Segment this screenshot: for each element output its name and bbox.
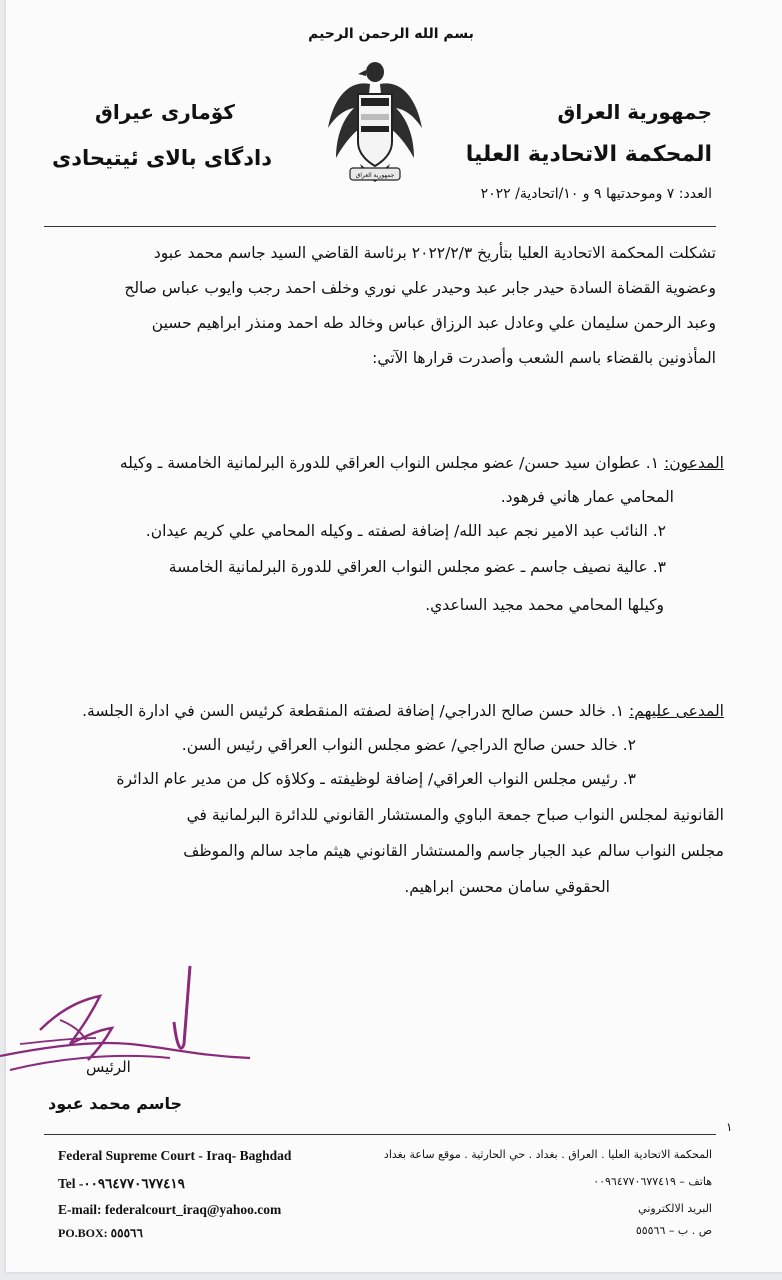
intro-line: المأذونين بالقضاء باسم الشعب وأصدرت قرارها الآتي: xyxy=(372,349,716,367)
defendant-item-3-cont: القانونية لمجلس النواب صباح جمعة الباوي والمستشار القانوني للدائرة البرلمانية في xyxy=(186,806,724,824)
footer-address-ar: المحكمة الاتحادية العليا . العراق . بغداد . حي الحارثية . موقع ساعة بغداد xyxy=(383,1148,712,1161)
signature-title: الرئيس xyxy=(86,1058,131,1076)
signatory-name: جاسم محمد عبود xyxy=(48,1094,183,1113)
intro-line: وعبد الرحمن سليمان علي وعادل عبد الرزاق عباس وخالد طه احمد ومنذر ابراهيم حسين xyxy=(151,314,716,332)
plaintiff-text: ١. عطوان سيد حسن/ عضو مجلس النواب العراقي للدورة البرلمانية الخامسة ـ وكيله xyxy=(119,454,660,472)
case-number: العدد: ٧ وموحدتيها ٩ و ١٠/اتحادية/ ٢٠٢٢ xyxy=(480,186,712,202)
page-number: ١ xyxy=(726,1120,733,1134)
signature-icon xyxy=(0,960,270,1100)
header-divider xyxy=(44,226,716,227)
intro-paragraph xyxy=(56,236,716,376)
defendant-item-3-cont: الحقوقي سامان محسن ابراهيم. xyxy=(404,878,610,896)
defendant-item-1 xyxy=(82,702,724,720)
emblem-caption: جمهورية العراق xyxy=(355,172,395,179)
defendant-text: ١. خالد حسن صالح الدراجي/ إضافة لصفته المنقطعة كرئيس السن في ادارة الجلسة. xyxy=(82,702,625,720)
basmala: بسم الله الرحمن الرحيم xyxy=(308,26,474,42)
footer-email-label-ar: البريد الالكتروني xyxy=(638,1202,712,1215)
footer-address-en: Federal Supreme Court - Iraq- Baghdad xyxy=(58,1148,292,1163)
footer-divider xyxy=(44,1134,716,1135)
republic-title: جمهورية العراق xyxy=(557,100,712,124)
footer-pobox-en: PO.BOX: ٥٥٥٦٦ xyxy=(58,1226,143,1240)
plaintiffs-label: المدعون: xyxy=(664,454,724,472)
footer-tel-en: Tel -٠٠٩٦٤٧٧٠٦٧٧٤١٩ xyxy=(58,1176,185,1191)
defendant-item-2: ٢. خالد حسن صالح الدراجي/ عضو مجلس النواب العراقي رئيس السن. xyxy=(181,736,636,754)
plaintiff-item-1-cont: المحامي عمار هاني فرهود. xyxy=(500,488,674,506)
intro-line: وعضوية القضاة السادة حيدر جابر عبد وحيدر علي نوري وخلف احمد رجب وايوب عباس صالح xyxy=(124,279,716,297)
footer-tel-ar: هاتف – ٠٠٩٦٤٧٧٠٦٧٧٤١٩ xyxy=(593,1175,712,1188)
plaintiff-item-2: ٢. النائب عبد الامير نجم عبد الله/ إضافة لصفته ـ وكيله المحامي علي كريم عيدان. xyxy=(145,522,666,540)
kurdish-court-name: دادگای بالای ئیتیحادی xyxy=(52,146,273,170)
plaintiff-item-1 xyxy=(120,454,724,472)
court-name-arabic: المحكمة الاتحادية العليا xyxy=(465,142,712,167)
defendants-label: المدعى عليهم: xyxy=(629,702,724,720)
footer-pobox-ar: ص . ب – ٥٥٥٦٦ xyxy=(635,1224,712,1237)
kurdish-republic-title: كۆماری عیراق xyxy=(95,100,235,124)
footer-email-en[interactable]: E-mail: federalcourt_iraq@yahoo.com xyxy=(58,1202,282,1217)
iraq-eagle-emblem-icon xyxy=(320,58,430,188)
intro-line: تشكلت المحكمة الاتحادية العليا بتأريخ ٢٠٢٢/٢/٣ برئاسة القاضي السيد جاسم محمد عبود xyxy=(153,244,716,262)
plaintiff-item-3: ٣. عالية نصيف جاسم ـ عضو مجلس النواب العراقي للدورة البرلمانية الخامسة xyxy=(168,558,666,576)
plaintiff-item-3-cont: وكيلها المحامي محمد مجيد الساعدي. xyxy=(425,596,664,614)
defendant-item-3-cont: مجلس النواب سالم عبد الجبار جاسم والمستشار القانوني هيثم ماجد سالم والموظف xyxy=(183,842,724,860)
defendant-item-3: ٣. رئيس مجلس النواب العراقي/ إضافة لوظيفته ـ وكلاؤه كل من مدير عام الدائرة xyxy=(116,770,636,788)
